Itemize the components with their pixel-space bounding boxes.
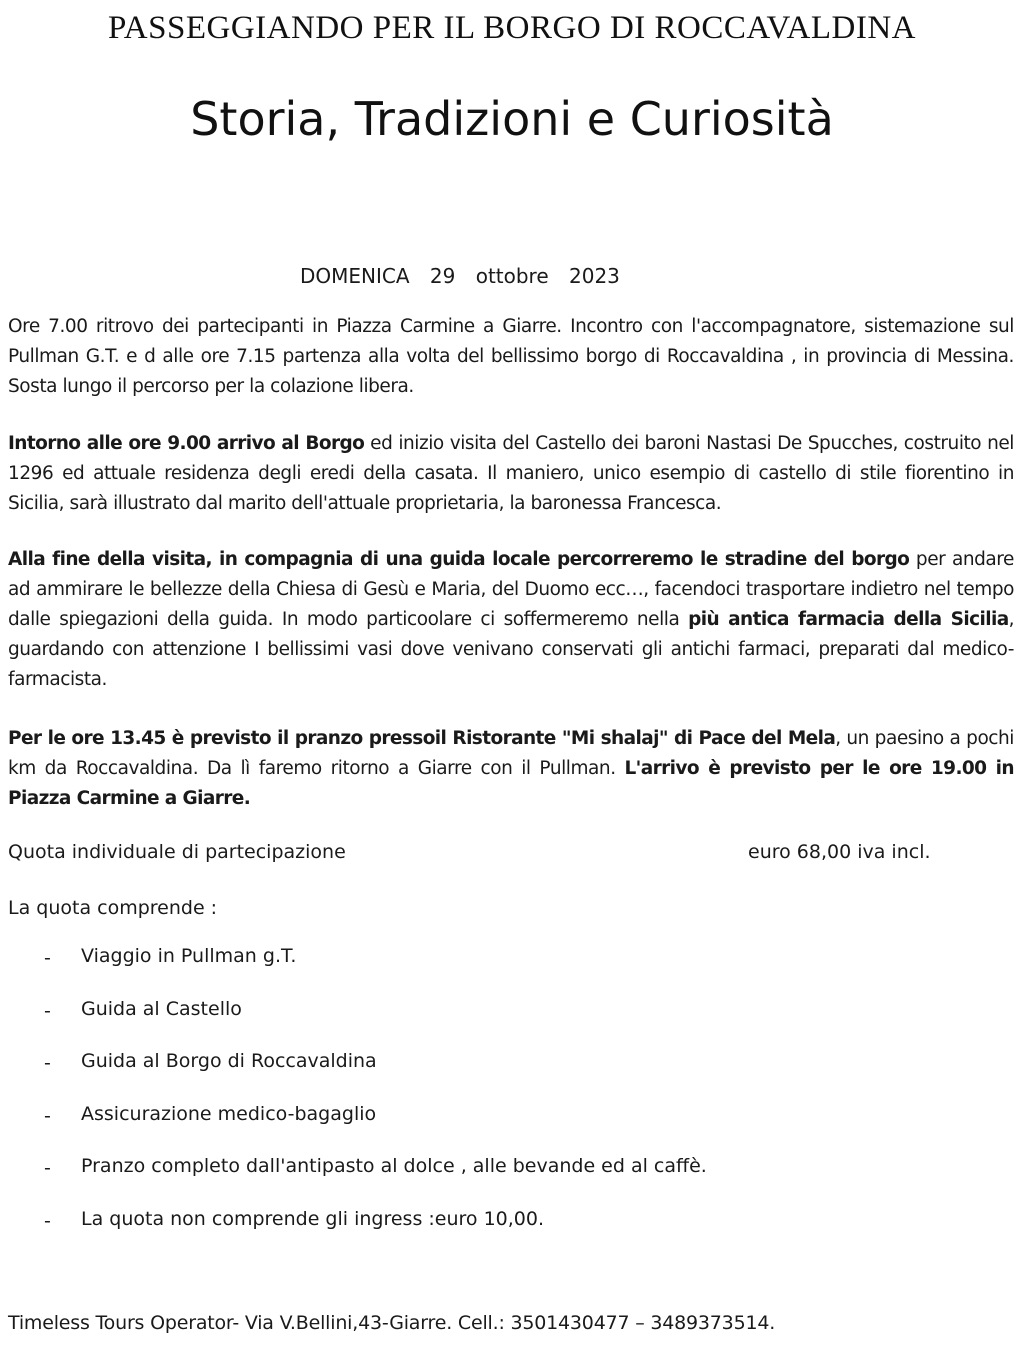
list-item-text: La quota non comprende gli ingress :euro 10,00. (81, 1207, 545, 1230)
list-item-text: Guida al Borgo di Roccavaldina (81, 1050, 377, 1072)
paragraph-borgo-tour: Alla fine della visita, in compagnia di una guida locale percorreremo le stradine del borgo per andare ad ammirare le bellezze della Chiesa di Gesù e Maria, del Duomo ecc…, facendoci trasportare indietro nel tempo dalle spiegazioni della guida. In modo particoolare ci soffermeremo nella più antica farmacia della Sicilia, guardando con attenzione I bellissimi vasi dove venivano conservati gli antichi farmaci, preparati dal medico-farmacista. (8, 549, 1015, 690)
list-item-text: Guida al Castello (81, 997, 242, 1020)
dash-bullet: - (44, 947, 51, 969)
quota-label: Quota individuale di partecipazione (8, 841, 346, 863)
dash-bullet: - (44, 999, 51, 1022)
list-item-text: Viaggio in Pullman g.T. (81, 945, 297, 967)
paragraph-castle-visit: Intorno alle ore 9.00 arrivo al Borgo ed inizio visita del Castello dei baroni Nastasi De Spucches, costruito nel 1296 ed attuale residenza degli eredi della casata. Il maniero, unico esempio di castello di stile fiorentino in Sicilia, sarà illustrato dal marito dell'attuale proprietaria, la baronessa Francesca. (8, 433, 1014, 514)
return-highlight: L'arrivo è previsto per le ore 19.00 in Piazza Carmine a Giarre. (8, 758, 1014, 809)
list-item-text: Pranzo completo dall'antipasto al dolce , alle bevande ed al caffè. (81, 1155, 707, 1177)
event-date: DOMENICA 29 ottobre 2023 (300, 264, 620, 288)
quota-price: euro 68,00 iva incl. (748, 841, 931, 863)
paragraph-lunch-return: Per le ore 13.45 è previsto il pranzo pressoil Ristorante "Mi shalaj" di Pace del Mela, un paesino a pochi km da Roccavaldina. Da lì faremo ritorno a Giarre con il Pullman. L'arrivo è previsto per le ore 19.00 in Piazza Carmine a Giarre. (8, 728, 1014, 809)
document-subtitle: Storia, Tradizioni e Curiosità (190, 92, 834, 146)
footer-contact: Timeless Tours Operator- Via V.Bellini,43-Giarre. Cell.: 3501430477 – 3489373514. (8, 1312, 776, 1334)
arrival-highlight: Intorno alle ore 9.00 arrivo al Borgo (8, 433, 365, 454)
dash-bullet: - (44, 1052, 51, 1074)
paragraph-departure: Ore 7.00 ritrovo dei partecipanti in Piazza Carmine a Giarre. Incontro con l'accompagnatore, sistemazione sul Pullman G.T. e d alle ore 7.15 partenza alla volta del bellissimo borgo di Roccavaldina , in provincia di Messina. Sosta lungo il percorso per la colazione libera. (8, 316, 1014, 397)
pharmacy-highlight: più antica farmacia della Sicilia (688, 609, 1009, 630)
dash-bullet: - (44, 1157, 51, 1179)
document-title: PASSEGGIANDO PER IL BORGO DI ROCCAVALDINA (107, 10, 917, 46)
dash-bullet: - (44, 1209, 51, 1232)
list-item-text: Assicurazione medico-bagaglio (81, 1102, 377, 1125)
dash-bullet: - (44, 1104, 51, 1127)
quota-includes-label: La quota comprende : (8, 897, 218, 919)
lunch-highlight: Per le ore 13.45 è previsto il pranzo pressoil Ristorante "Mi shalaj" di Pace del Mela (8, 728, 836, 749)
departure-time: Ore 7.00 (8, 316, 88, 337)
